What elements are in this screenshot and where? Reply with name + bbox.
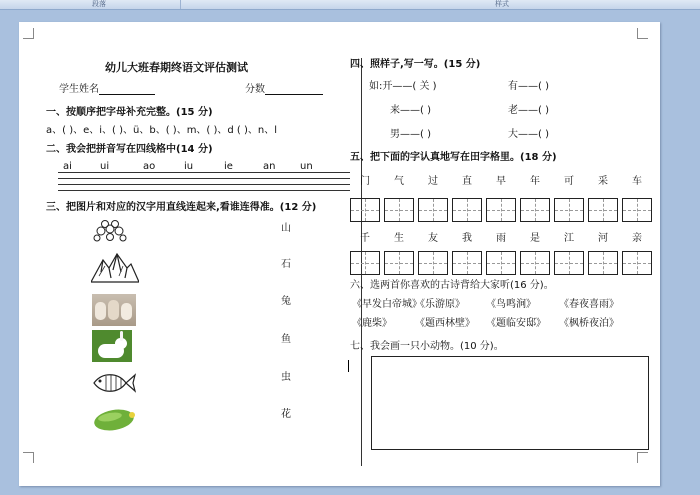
fish-picture bbox=[90, 370, 136, 396]
stones-picture bbox=[92, 294, 136, 326]
q7-heading: 七、我会画一只小动物。(10 分)。 bbox=[350, 341, 504, 352]
writing-grid[interactable] bbox=[418, 198, 448, 222]
writing-grid[interactable] bbox=[452, 251, 482, 275]
practice-char: 雨 bbox=[496, 233, 506, 244]
writing-grid[interactable] bbox=[520, 198, 550, 222]
writing-grid[interactable] bbox=[350, 198, 380, 222]
score-label bbox=[245, 84, 323, 95]
practice-char: 千 bbox=[360, 233, 370, 244]
practice-char: 我 bbox=[462, 233, 472, 244]
pinyin-item: ai bbox=[63, 161, 72, 172]
flower-picture bbox=[91, 218, 129, 244]
writing-grid[interactable] bbox=[622, 198, 652, 222]
text-cursor bbox=[348, 360, 349, 372]
pinyin-item: ie bbox=[224, 161, 233, 172]
poem-title[interactable]: 《春夜喜雨》 bbox=[559, 299, 619, 310]
antonym-left[interactable]: 男——( ) bbox=[390, 129, 431, 140]
four-line-grid-line bbox=[58, 190, 350, 191]
practice-char: 采 bbox=[598, 176, 608, 187]
match-char[interactable]: 虫 bbox=[281, 372, 291, 383]
writing-grid[interactable] bbox=[350, 251, 380, 275]
poem-title[interactable]: 《题临安邸》 bbox=[486, 318, 546, 329]
pinyin-item: iu bbox=[184, 161, 194, 172]
ribbon-group-styles[interactable]: 样式 bbox=[495, 0, 509, 8]
match-char[interactable]: 山 bbox=[281, 223, 291, 234]
practice-char: 生 bbox=[394, 233, 404, 244]
poem-title[interactable]: 《早发白帝城》 bbox=[352, 299, 422, 310]
practice-char: 亲 bbox=[632, 233, 642, 244]
four-line-grid-line bbox=[58, 184, 350, 185]
writing-grid[interactable] bbox=[554, 251, 584, 275]
writing-grid[interactable] bbox=[486, 198, 516, 222]
score-text: 分数 bbox=[245, 84, 265, 95]
student-name-label bbox=[59, 84, 155, 95]
practice-char: 早 bbox=[496, 176, 506, 187]
practice-char: 门 bbox=[360, 176, 370, 187]
mountain-picture bbox=[91, 252, 139, 284]
q1-heading: 一、按顺序把字母补充完整。(15 分) bbox=[46, 107, 213, 118]
practice-char: 友 bbox=[428, 233, 438, 244]
poem-title[interactable]: 《枫桥夜泊》 bbox=[559, 318, 619, 329]
practice-char: 可 bbox=[564, 176, 574, 187]
practice-char: 河 bbox=[598, 233, 608, 244]
match-char[interactable]: 兔 bbox=[281, 296, 291, 307]
q2-heading: 二、我会把拼音写在四线格中(14 分) bbox=[46, 144, 213, 155]
corner-mark bbox=[637, 452, 648, 463]
corner-mark bbox=[23, 28, 34, 39]
practice-char: 是 bbox=[530, 233, 540, 244]
pinyin-item: an bbox=[263, 161, 276, 172]
student-name-blank[interactable] bbox=[99, 84, 155, 95]
q3-heading: 三、把图片和对应的汉字用直线连起来,看谁连得准。(12 分) bbox=[46, 202, 317, 213]
match-char[interactable]: 石 bbox=[281, 259, 291, 270]
writing-grid[interactable] bbox=[452, 198, 482, 222]
pinyin-item: ui bbox=[100, 161, 110, 172]
writing-grid[interactable] bbox=[588, 251, 618, 275]
poem-title[interactable]: 《鹿柴》 bbox=[352, 318, 392, 329]
practice-char: 车 bbox=[632, 176, 642, 187]
poem-title[interactable]: 《乐游原》 bbox=[415, 299, 465, 310]
ribbon-bar bbox=[0, 0, 700, 10]
writing-grid[interactable] bbox=[588, 198, 618, 222]
q5-heading: 五、把下面的字认真地写在田字格里。(18 分) bbox=[350, 152, 557, 163]
match-char[interactable]: 鱼 bbox=[281, 334, 291, 345]
corner-mark bbox=[23, 452, 34, 463]
q6-heading: 六、选两首你喜欢的古诗背给大家听(16 分)。 bbox=[350, 280, 554, 291]
poem-title[interactable]: 《鸟鸣涧》 bbox=[486, 299, 536, 310]
writing-grid[interactable] bbox=[520, 251, 550, 275]
q1-letters[interactable]: a、( )、e、i、( )、ü、b、( )、m、( )、d ( )、n、l bbox=[46, 125, 278, 136]
four-line-grid-line bbox=[58, 172, 350, 173]
practice-char: 年 bbox=[530, 176, 540, 187]
document-page[interactable] bbox=[19, 22, 660, 486]
practice-char: 江 bbox=[564, 233, 574, 244]
match-char[interactable]: 花 bbox=[281, 409, 291, 420]
student-name-text: 学生姓名 bbox=[59, 84, 99, 95]
ribbon-separator bbox=[180, 0, 181, 9]
drawing-box[interactable] bbox=[371, 356, 649, 450]
writing-grid[interactable] bbox=[554, 198, 584, 222]
writing-grid[interactable] bbox=[418, 251, 448, 275]
pinyin-item: un bbox=[300, 161, 313, 172]
antonym-left[interactable]: 如:开——( 关 ) bbox=[369, 81, 437, 92]
ribbon-group-paragraph[interactable]: 段落 bbox=[92, 0, 106, 8]
practice-char: 直 bbox=[462, 176, 472, 187]
practice-char: 气 bbox=[394, 176, 404, 187]
writing-grid[interactable] bbox=[622, 251, 652, 275]
writing-grid[interactable] bbox=[384, 198, 414, 222]
score-blank[interactable] bbox=[265, 84, 323, 95]
writing-grid[interactable] bbox=[384, 251, 414, 275]
rabbit-picture bbox=[92, 330, 132, 362]
practice-char: 过 bbox=[428, 176, 438, 187]
antonym-right[interactable]: 大——( ) bbox=[508, 129, 549, 140]
poem-title[interactable]: 《题西林壁》 bbox=[415, 318, 475, 329]
four-line-grid-line bbox=[58, 178, 350, 179]
corner-mark bbox=[637, 28, 648, 39]
writing-grid[interactable] bbox=[486, 251, 516, 275]
page-title: 幼儿大班春期终语文评估测试 bbox=[105, 61, 248, 74]
antonym-right[interactable]: 有——( ) bbox=[508, 81, 549, 92]
cucumber-picture bbox=[92, 404, 136, 434]
pinyin-item: ao bbox=[143, 161, 156, 172]
antonym-left[interactable]: 来——( ) bbox=[390, 105, 431, 116]
antonym-right[interactable]: 老——( ) bbox=[508, 105, 549, 116]
q4-heading: 四、照样子,写一写。(15 分) bbox=[350, 59, 481, 70]
